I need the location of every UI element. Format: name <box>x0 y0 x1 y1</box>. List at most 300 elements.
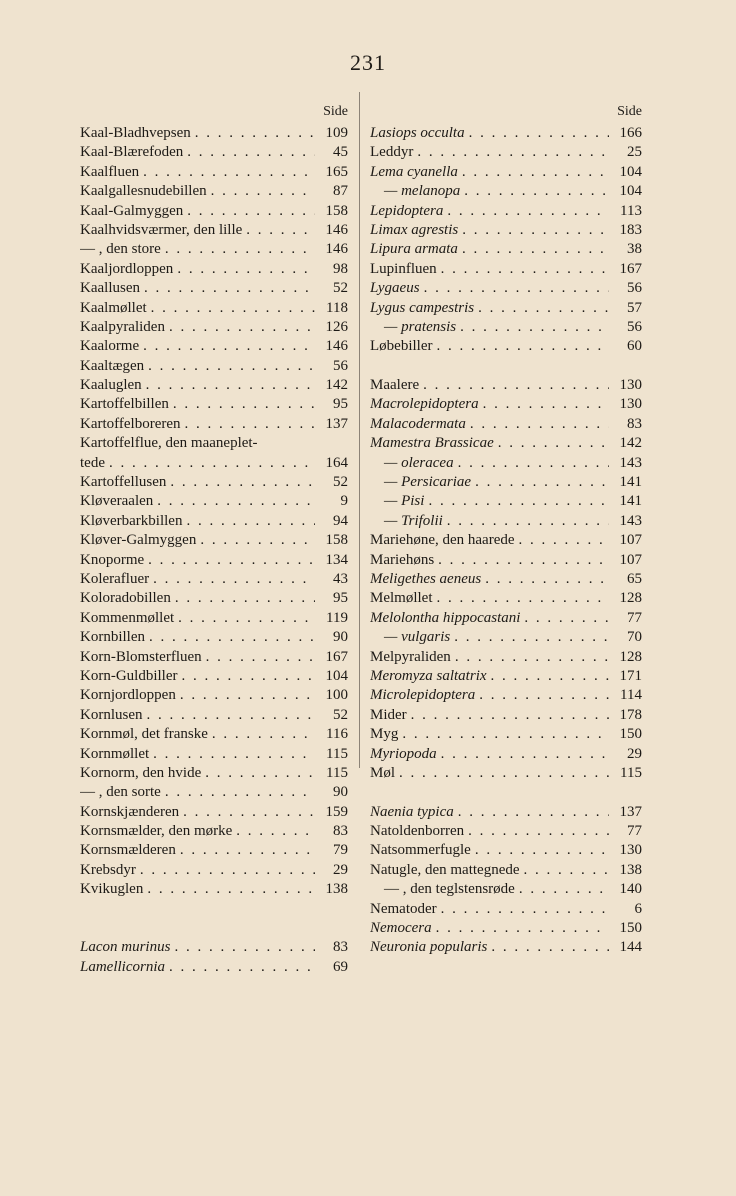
index-entry-page: 137 <box>619 803 642 820</box>
section-gap <box>80 919 348 938</box>
index-entry-page: 98 <box>333 260 348 277</box>
page-number: 231 <box>350 50 386 75</box>
index-entry <box>80 202 348 221</box>
index-entry-page: 100 <box>325 687 348 704</box>
index-entry <box>370 143 642 162</box>
index-entry-page: 60 <box>627 338 642 355</box>
dot-leader <box>139 163 315 182</box>
dot-leader <box>471 473 609 492</box>
index-entry-label: Lygus campestris <box>370 299 475 316</box>
index-entry-label: Kornlusen <box>80 706 143 723</box>
index-entry-label: — Trifolii <box>384 512 443 529</box>
index-entry <box>370 434 642 453</box>
dot-leader <box>136 861 315 880</box>
dot-leader <box>481 570 609 589</box>
dot-leader <box>176 841 315 860</box>
index-entry <box>370 861 642 880</box>
index-entry-page: 141 <box>619 474 642 491</box>
dot-leader <box>460 182 609 201</box>
index-entry-label: Kornmøllet <box>80 745 150 762</box>
index-entry-label: Mamestra Brassicae <box>370 435 494 452</box>
index-entry-label: Lacon murinus <box>80 939 171 956</box>
index-entry-page: 56 <box>627 280 642 297</box>
dot-leader <box>183 202 315 221</box>
column-divider <box>359 92 360 768</box>
dot-leader <box>179 803 315 822</box>
index-entry-label: Mariehøne, den haarede <box>370 532 515 549</box>
index-entry <box>370 841 642 860</box>
index-entry <box>370 745 642 764</box>
index-entry-page: 52 <box>333 474 348 491</box>
dot-leader <box>173 260 315 279</box>
dot-leader <box>450 628 609 647</box>
dot-leader <box>434 551 609 570</box>
index-entry-page: 25 <box>627 144 642 161</box>
index-entry-page: 144 <box>619 939 642 956</box>
index-entry-page: 57 <box>627 299 642 316</box>
index-entry <box>370 938 642 957</box>
dot-leader <box>515 880 609 899</box>
dot-leader <box>487 667 609 686</box>
dot-leader <box>208 725 315 744</box>
index-entry-label: Lygaeus <box>370 280 420 297</box>
dot-leader <box>437 260 609 279</box>
index-entry <box>80 473 348 492</box>
index-entry <box>80 221 348 240</box>
dot-leader <box>395 764 609 783</box>
dot-leader <box>143 880 315 899</box>
right-entries <box>370 124 642 958</box>
index-entry-page: 150 <box>619 920 642 937</box>
index-entry-page: 115 <box>326 764 348 781</box>
dot-leader <box>242 221 315 240</box>
index-entry <box>80 299 348 318</box>
index-entry <box>80 163 348 182</box>
index-entry-page: 142 <box>619 435 642 452</box>
index-entry <box>370 512 642 531</box>
dot-leader <box>454 454 609 473</box>
index-entry <box>370 900 642 919</box>
dot-leader <box>443 202 609 221</box>
index-entry-page: 140 <box>619 881 642 898</box>
dot-leader <box>144 551 315 570</box>
index-entry <box>370 551 642 570</box>
dot-leader <box>166 473 315 492</box>
index-entry-label: Kaaluglen <box>80 377 142 394</box>
dot-leader <box>474 299 609 318</box>
index-entry-label: Kaalgallesnudebillen <box>80 183 207 200</box>
index-entry-label: Nemocera <box>370 920 432 937</box>
dot-leader <box>170 938 315 957</box>
index-entry-page: 107 <box>619 532 642 549</box>
index-entry <box>80 512 348 531</box>
index-entry-page: 171 <box>619 667 642 684</box>
index-entry <box>370 492 642 511</box>
index-entry <box>370 822 642 841</box>
index-entry <box>80 880 348 899</box>
index-entry <box>370 686 642 705</box>
index-entry-label: Myriopoda <box>370 745 437 762</box>
index-entry <box>370 202 642 221</box>
index-entry-page <box>315 434 348 453</box>
index-entry-label: Krebsdyr <box>80 861 136 878</box>
index-entry-label: Malacodermata <box>370 415 466 432</box>
dot-leader <box>139 337 315 356</box>
index-entry-label: Lamellicornia <box>80 958 165 975</box>
index-entry-page: 130 <box>619 842 642 859</box>
index-entry-page: 178 <box>619 706 642 723</box>
index-entry-page: 165 <box>325 163 348 180</box>
index-entry <box>80 240 348 259</box>
dot-leader <box>419 376 609 395</box>
dot-leader <box>149 745 315 764</box>
index-entry-label: tede <box>80 454 105 471</box>
index-entry-label: Kartoffellusen <box>80 474 167 491</box>
index-entry <box>370 124 642 143</box>
index-entry-page: 83 <box>627 415 642 432</box>
index-entry-label: Kløveraalen <box>80 493 154 510</box>
index-entry-label: — , den teglstensrøde <box>384 881 515 898</box>
index-entry-page: 87 <box>333 183 348 200</box>
index-entry-page: 38 <box>627 241 642 258</box>
dot-leader <box>207 182 315 201</box>
index-entry <box>80 395 348 414</box>
index-entry-label: Kornmøl, det franske <box>80 726 208 743</box>
index-entry <box>80 589 348 608</box>
index-entry-page: 167 <box>325 648 348 665</box>
index-entry-page: 119 <box>326 609 348 626</box>
index-entry-label: Mariehøns <box>370 551 435 568</box>
index-entry-page: 146 <box>325 221 348 238</box>
index-entry-page: 115 <box>620 764 642 781</box>
dot-leader <box>201 764 315 783</box>
dot-leader <box>413 143 609 162</box>
index-entry-label: Lema cyanella <box>370 163 458 180</box>
index-entry <box>370 628 642 647</box>
index-entry <box>80 143 348 162</box>
dot-leader <box>181 415 315 434</box>
index-entry <box>80 686 348 705</box>
dot-leader <box>437 745 609 764</box>
index-entry-page: 130 <box>619 396 642 413</box>
index-entry-label: Natoldenborren <box>370 823 465 840</box>
dot-leader <box>153 492 315 511</box>
index-entry-label: Leddyr <box>370 144 414 161</box>
dot-leader <box>451 648 609 667</box>
index-entry-page: 116 <box>326 726 348 743</box>
dot-leader <box>443 512 609 531</box>
dot-leader <box>407 706 609 725</box>
index-entry-page: 146 <box>325 241 348 258</box>
index-entry-page: 109 <box>325 125 348 141</box>
left-side-header: Side <box>323 104 348 119</box>
index-entry-page: 56 <box>333 357 348 374</box>
dot-leader <box>232 822 315 841</box>
index-entry-page: 107 <box>619 551 642 568</box>
index-entry-page: 90 <box>333 784 348 801</box>
dot-leader <box>196 531 315 550</box>
index-entry-page: 166 <box>619 125 642 141</box>
index-entry-page: 69 <box>333 958 348 975</box>
index-entry-page: 143 <box>619 512 642 529</box>
index-entry-label: — , den sorte <box>80 784 161 801</box>
index-entry <box>80 531 348 550</box>
index-entry-label: — Persicariae <box>384 474 472 491</box>
index-entry <box>370 299 642 318</box>
index-entry-label: Kaalpyraliden <box>80 318 165 335</box>
index-entry-label: Naenia typica <box>370 803 454 820</box>
index-entry-page: 70 <box>627 629 642 646</box>
index-entry-page: 141 <box>619 493 642 510</box>
index-entry-label: — oleracea <box>384 454 454 471</box>
index-entry-page: 52 <box>333 280 348 297</box>
index-entry-page: 104 <box>619 163 642 180</box>
index-entry <box>80 551 348 570</box>
index-entry-page: 114 <box>620 687 642 704</box>
index-entry-page: 138 <box>325 881 348 898</box>
left-index-column <box>80 100 348 977</box>
index-entry <box>80 841 348 860</box>
index-entry <box>370 163 642 182</box>
dot-leader <box>471 841 609 860</box>
index-entry-label: Kartoffelbillen <box>80 396 169 413</box>
index-entry-label: Korn-Guldbiller <box>80 667 178 684</box>
index-entry-page: 77 <box>627 609 642 626</box>
dot-leader <box>143 706 316 725</box>
index-entry <box>80 648 348 667</box>
index-entry-label: Microlepidoptera <box>370 687 476 704</box>
index-entry-label: Kaalhvidsværmer, den lille <box>80 221 243 238</box>
dot-leader <box>176 686 315 705</box>
index-entry <box>370 415 642 434</box>
index-entry-label: — pratensis <box>384 318 457 335</box>
index-entry-label: Kornorm, den hvide <box>80 764 202 781</box>
index-entry-label: Maalere <box>370 377 420 394</box>
dot-leader <box>420 279 609 298</box>
index-entry-page: 94 <box>333 512 348 529</box>
index-entry <box>80 609 348 628</box>
index-entry-label: Kartoffelflue, den maaneplet- <box>80 435 258 452</box>
dot-leader <box>432 337 609 356</box>
index-entry-page: 146 <box>325 338 348 355</box>
index-entry <box>80 745 348 764</box>
section-gap <box>370 357 642 376</box>
index-entry-page: 183 <box>619 221 642 238</box>
index-entry-label: Kornsmælderen <box>80 842 176 859</box>
index-entry-label: Kløverbarkbillen <box>80 512 183 529</box>
index-entry <box>370 570 642 589</box>
index-entry-label: Limax agrestis <box>370 221 459 238</box>
dot-leader <box>494 434 609 453</box>
index-entry-label: Korn-Blomsterfluen <box>80 648 202 665</box>
index-entry-page: 143 <box>619 454 642 471</box>
index-entry-page: 83 <box>333 939 348 956</box>
dot-leader <box>140 279 315 298</box>
index-entry-page: 29 <box>627 745 642 762</box>
dot-leader <box>165 958 315 977</box>
index-entry-page: 134 <box>325 551 348 568</box>
index-entry-label: Kaaltægen <box>80 357 145 374</box>
index-entry <box>370 376 642 395</box>
dot-leader <box>202 648 315 667</box>
dot-leader <box>433 589 610 608</box>
index-entry-label: Lupinfluen <box>370 260 437 277</box>
dot-leader <box>177 667 315 686</box>
index-entry <box>80 706 348 725</box>
index-entry-label: Koloradobillen <box>80 590 171 607</box>
index-entry-page: 95 <box>333 590 348 607</box>
dot-leader <box>520 609 609 628</box>
dot-leader <box>105 454 315 473</box>
dot-leader <box>161 783 315 802</box>
index-entry-page: 128 <box>619 590 642 607</box>
index-entry <box>80 570 348 589</box>
right-side-header: Side <box>617 104 642 119</box>
index-entry <box>370 609 642 628</box>
index-entry <box>370 706 642 725</box>
dot-leader <box>487 938 609 957</box>
index-entry <box>370 648 642 667</box>
index-entry <box>80 415 348 434</box>
dot-leader <box>475 686 609 705</box>
index-entry <box>370 764 642 783</box>
index-entry-label: Melpyraliden <box>370 648 451 665</box>
index-entry-label: Kaal-Blærefoden <box>80 144 184 161</box>
index-entry-page: 115 <box>326 745 348 762</box>
index-entry <box>370 182 642 201</box>
index-entry-label: Lepidoptera <box>370 202 444 219</box>
index-entry <box>80 764 348 783</box>
index-entry-label: Melolontha hippocastani <box>370 609 521 626</box>
index-entry-page: 167 <box>619 260 642 277</box>
dot-leader <box>515 531 609 550</box>
index-entry <box>80 279 348 298</box>
dot-leader <box>456 318 609 337</box>
index-entry-label: Kornskjænderen <box>80 803 180 820</box>
dot-leader <box>171 589 315 608</box>
dot-leader <box>432 919 609 938</box>
index-entry-label: Meligethes aeneus <box>370 570 482 587</box>
index-entry <box>370 395 642 414</box>
index-entry <box>370 667 642 686</box>
index-entry <box>80 861 348 880</box>
dot-leader <box>458 221 609 240</box>
dot-leader <box>142 376 315 395</box>
index-entry <box>80 337 348 356</box>
index-entry-label: Kaallusen <box>80 280 140 297</box>
index-entry-label: Natsommerfugle <box>370 842 471 859</box>
index-entry <box>80 182 348 201</box>
index-entry <box>370 589 642 608</box>
dot-leader <box>144 357 315 376</box>
index-entry-page: 126 <box>325 318 348 335</box>
dot-leader <box>454 803 609 822</box>
index-entry-label: Lasiops occulta <box>370 125 465 141</box>
dot-leader <box>183 143 315 162</box>
index-entry <box>370 337 642 356</box>
index-entry-label: Kornbillen <box>80 629 145 646</box>
index-entry-label: Mider <box>370 706 407 723</box>
right-index-column <box>370 100 642 958</box>
index-entry-label: Meromyza saltatrix <box>370 667 487 684</box>
index-entry <box>80 822 348 841</box>
index-entry-label: Kolerafluer <box>80 570 150 587</box>
index-entry-page: 150 <box>619 726 642 743</box>
left-entries <box>80 124 348 977</box>
dot-leader <box>398 725 609 744</box>
index-entry-page: 90 <box>333 629 348 646</box>
index-entry <box>370 473 642 492</box>
dot-leader <box>520 861 609 880</box>
dot-leader <box>161 240 315 259</box>
index-entry <box>370 260 642 279</box>
dot-leader <box>169 395 315 414</box>
index-entry-page: 45 <box>333 144 348 161</box>
index-entry-page: 77 <box>627 823 642 840</box>
dot-leader <box>258 434 315 453</box>
index-entry-label: Løbebiller <box>370 338 433 355</box>
index-entry <box>80 803 348 822</box>
index-entry <box>370 279 642 298</box>
index-entry-label: Macrolepidoptera <box>370 396 479 413</box>
index-entry-label: Kaal-Galmyggen <box>80 202 184 219</box>
dot-leader <box>458 163 609 182</box>
index-entry <box>80 783 348 802</box>
dot-leader <box>191 124 315 143</box>
index-entry-label: Kvikuglen <box>80 881 144 898</box>
index-entry <box>370 531 642 550</box>
index-entry-label: Kornsmælder, den mørke <box>80 823 233 840</box>
dot-leader <box>466 415 609 434</box>
index-entry-label: Myg <box>370 726 399 743</box>
dot-leader <box>174 609 315 628</box>
index-entry <box>80 260 348 279</box>
index-entry <box>370 240 642 259</box>
index-entry-label: Kaal-Bladhvepsen <box>80 125 191 141</box>
index-entry <box>80 376 348 395</box>
index-entry-label: Kommenmøllet <box>80 609 175 626</box>
index-entry-label: Kartoffelboreren <box>80 415 181 432</box>
index-entry <box>80 454 348 473</box>
index-entry-page: 43 <box>333 570 348 587</box>
index-entry-label: Lipura armata <box>370 241 458 258</box>
index-entry <box>370 454 642 473</box>
index-entry <box>370 880 642 899</box>
index-entry-label: Møl <box>370 764 396 781</box>
index-entry-label: Nematoder <box>370 900 437 917</box>
dot-leader <box>147 299 315 318</box>
index-entry-page: 159 <box>325 803 348 820</box>
index-entry-page: 65 <box>627 570 642 587</box>
index-entry-label: Melmøllet <box>370 590 433 607</box>
index-entry-page: 138 <box>619 861 642 878</box>
index-entry-label: — vulgaris <box>384 629 451 646</box>
index-entry <box>80 725 348 744</box>
index-entry-label: Kaalfluen <box>80 163 140 180</box>
dot-leader <box>464 822 609 841</box>
index-entry-label: Kaalmøllet <box>80 299 147 316</box>
section-gap <box>80 900 348 919</box>
index-entry-label: Kløver-Galmyggen <box>80 532 197 549</box>
index-entry <box>370 221 642 240</box>
index-entry <box>80 492 348 511</box>
index-entry <box>80 938 348 957</box>
index-entry-page: 29 <box>333 861 348 878</box>
index-entry-page: 104 <box>325 667 348 684</box>
dot-leader <box>165 318 315 337</box>
dot-leader <box>182 512 315 531</box>
index-entry-label: Neuronia popularis <box>370 939 488 956</box>
